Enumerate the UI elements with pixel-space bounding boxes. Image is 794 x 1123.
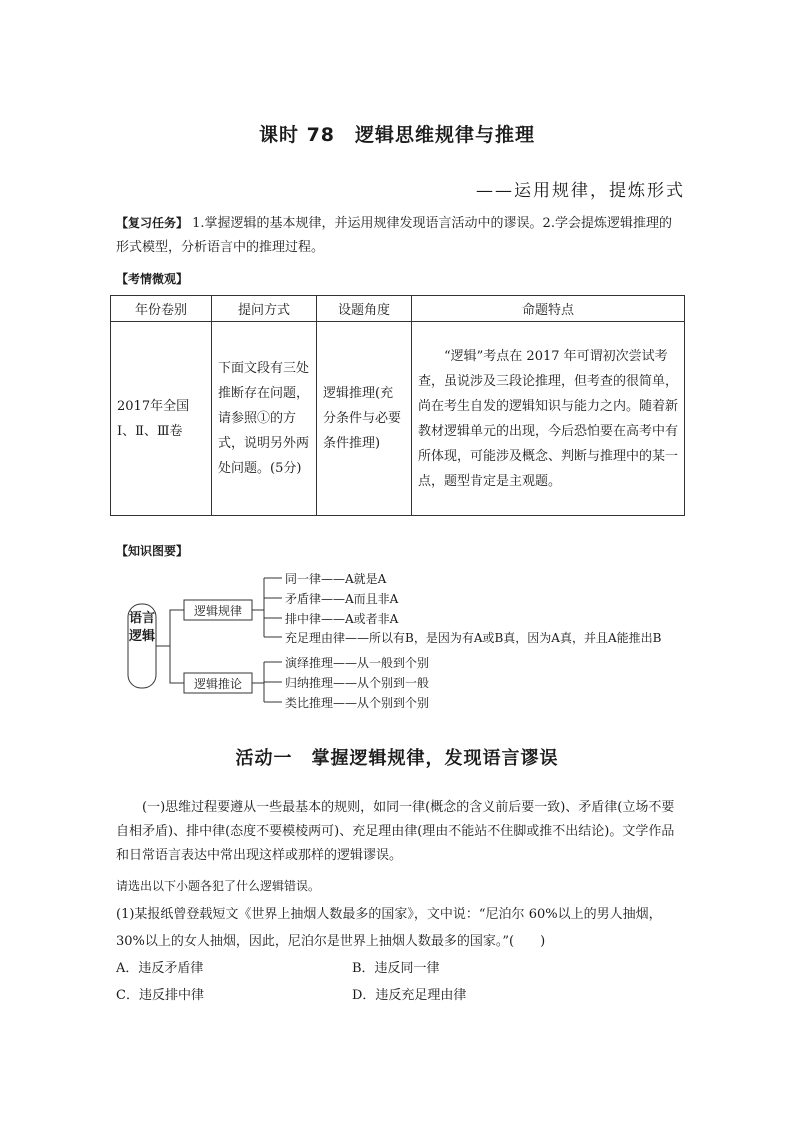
option-d[interactable]: D．违反充足理由律 [352,988,467,1003]
instruction-text: 请选出以下小题各犯了什么逻辑错误。 [116,879,321,893]
table-header-features: 命题特点 [412,296,685,322]
leaf-contradiction-law: 矛盾律——A而且非A [285,592,399,606]
page-title: 课时 78 逻辑思维规律与推理 [258,124,536,146]
table-header-angle: 设题角度 [317,296,412,322]
connector-inference-leaves [264,662,282,702]
table-cell-question-form: 下面文段有三处推断存在问题，请参照①的方式，说明另外两处问题。(5分) [212,322,317,516]
table-header-year: 年份卷别 [111,296,212,322]
option-b[interactable]: B．违反同一律 [352,961,440,976]
option-c[interactable]: C．违反排中律 [116,988,204,1003]
exam-overview-label: 【考情微观】 [116,272,189,286]
leaf-sufficient-reason-law: 充足理由律——所以有B，是因为有A或B真，因为A真，并且A能推出B [285,631,662,645]
leaf-excluded-middle-law: 排中律——A或者非A [285,612,399,626]
table-header-question-form: 提问方式 [212,296,317,322]
leaf-inductive-reasoning: 归纳推理——从个别到一般 [285,676,430,690]
branch-label-rules: 逻辑规律 [193,604,242,618]
table-cell-angle: 逻辑推理(充分条件与必要条件推理) [317,322,412,516]
table-cell-features: “逻辑”考点在 2017 年可谓初次尝试考查，虽说涉及三段论推理，但考查的很简单，尚在考生自发的逻辑知识与能力之内。随着新教材逻辑单元的出现，今后恐怕要在高考中有所体现，可能涉及概念、判断与推理中的某一点，题型肯定是主观题。 [412,322,685,516]
knowledge-map-label: 【知识图要】 [116,544,189,558]
question-1-stem: (1)某报纸曾登载短文《世界上抽烟人数最多的国家》，文中说：“尼泊尔 60%以上的男人抽烟，30%以上的女人抽烟，因此，尼泊尔是世界上抽烟人数最多的国家。”( ) [116,907,662,949]
leaf-identity-law: 同一律——A就是A [285,572,387,586]
page-subtitle: ——运用规律，提炼形式 [476,181,685,201]
mind-map-root-label: 语言逻辑 [128,611,155,644]
connector-root-rules [156,610,184,646]
review-task-text: 1.掌握逻辑的基本规律，并运用规律发现语言活动中的谬误。2.学会提炼逻辑推理的形式模型，分析语言中的推理过程。 [116,216,672,255]
review-task-label: 【复习任务】 [116,216,189,230]
connector-root-inference [170,646,184,683]
leaf-deductive-reasoning: 演绎推理——从一般到个别 [285,656,430,670]
branch-label-inference: 逻辑推论 [193,677,242,691]
table-cell-year: 2017年全国Ⅰ、Ⅱ、Ⅲ卷 [111,322,212,516]
intro-paragraph: (一)思维过程要遵从一些最基本的规则，如同一律(概念的含义前后要一致)、矛盾律(立场不要自相矛盾)、排中律(态度不要模棱两可)、充足理由律(理由不能站不住脚或推不出结论)。文学作品和日常语言表达中常出现这样或那样的逻辑谬误。 [116,800,675,863]
option-a[interactable]: A．违反矛盾律 [116,961,204,976]
connector-rules-leaves [264,578,282,637]
activity-heading: 活动一 掌握逻辑规律，发现语言谬误 [235,748,559,769]
leaf-analogical-reasoning: 类比推理——从个别到个别 [285,696,430,710]
